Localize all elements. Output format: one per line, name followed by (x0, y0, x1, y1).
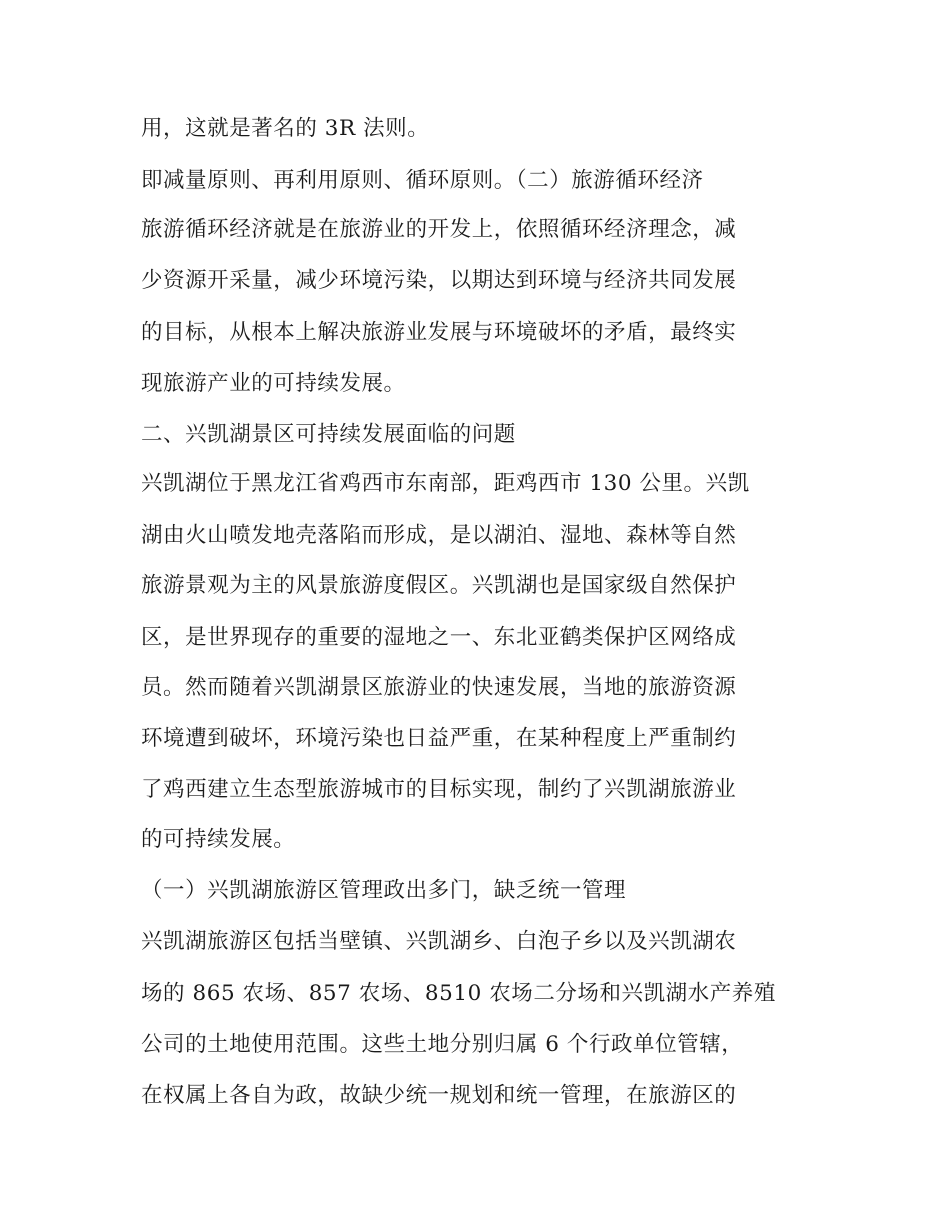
text-line: 旅游景观为主的风景旅游度假区。兴凯湖也是国家级自然保护 (141, 573, 737, 598)
text-line: 湖由火山喷发地壳落陷而形成，是以湖泊、湿地、森林等自然 (141, 523, 737, 548)
text-line: 区，是世界现存的重要的湿地之一、东北亚鹤类保护区网络成 (141, 625, 737, 650)
text-line: 现旅游产业的可持续发展。 (141, 371, 406, 396)
text-line: 的可持续发展。 (141, 827, 296, 852)
text-line: 公司的土地使用范围。这些土地分别归属 6 个行政单位管辖， (141, 1032, 744, 1057)
text-line: 用，这就是著名的 3R 法则。 (141, 116, 430, 141)
text-line: 的目标，从根本上解决旅游业发展与环境破坏的矛盾，最终实 (141, 320, 737, 345)
text-line: 旅游循环经济就是在旅游业的开发上，依照循环经济理念，减 (141, 217, 737, 242)
text-line: 兴凯湖旅游区包括当壁镇、兴凯湖乡、白泡子乡以及兴凯湖农 (141, 929, 737, 954)
section-heading: 二、兴凯湖景区可持续发展面临的问题 (141, 422, 516, 447)
text-line: 员。然而随着兴凯湖景区旅游业的快速发展，当地的旅游资源 (141, 675, 737, 700)
text-line: 了鸡西建立生态型旅游城市的目标实现，制约了兴凯湖旅游业 (141, 777, 737, 802)
text-line: 兴凯湖位于黑龙江省鸡西市东南部，距鸡西市 130 公里。兴凯 (141, 471, 750, 496)
text-line: 即减量原则、再利用原则、循环原则。（二）旅游循环经济 (141, 168, 704, 193)
text-line: 在权属上各自为政，故缺少统一规划和统一管理，在旅游区的 (141, 1083, 737, 1108)
text-line: 少资源开采量，减少环境污染，以期达到环境与经济共同发展 (141, 268, 737, 293)
text-line: 环境遭到破坏，环境污染也日益严重，在某种程度上严重制约 (141, 726, 737, 751)
subsection-heading: （一）兴凯湖旅游区管理政出多门，缺乏统一管理 (141, 878, 627, 903)
text-line: 场的 865 农场、857 农场、8510 农场二分场和兴凯湖水产养殖 (141, 981, 776, 1006)
